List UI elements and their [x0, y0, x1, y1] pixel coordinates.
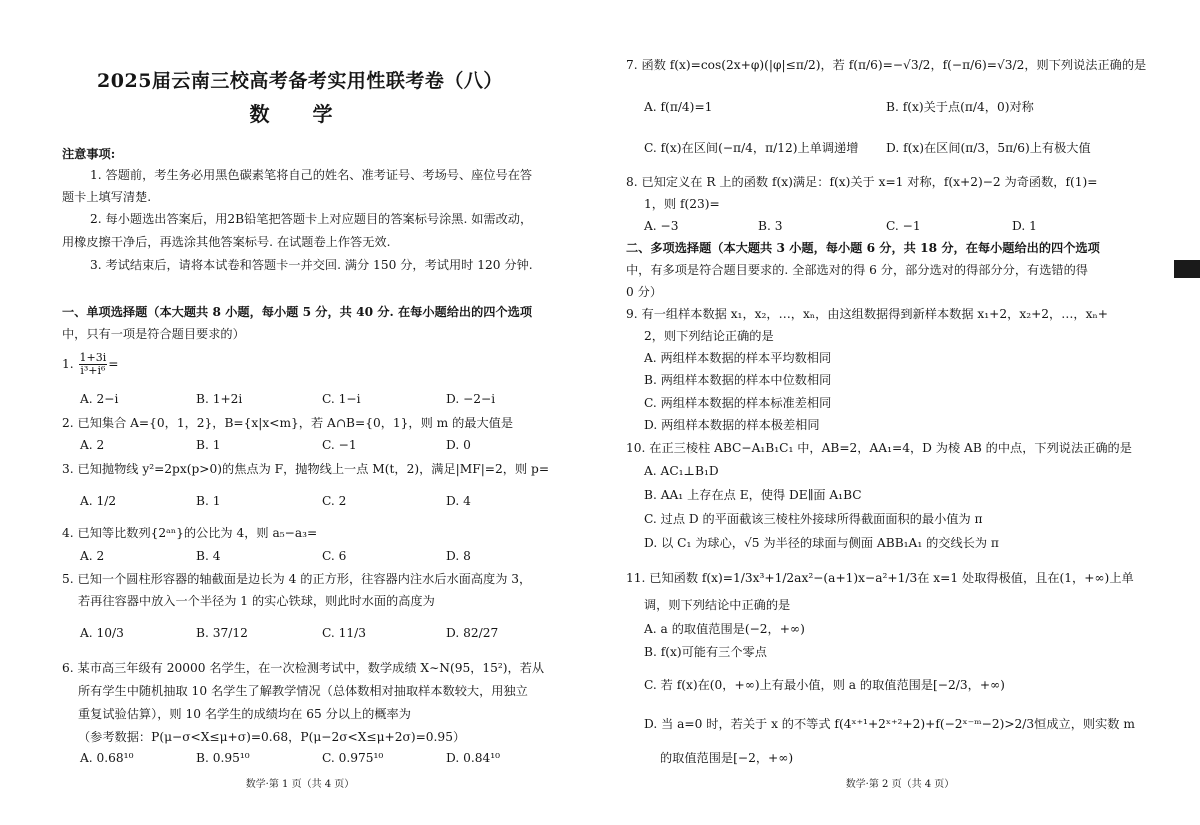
question-8-cont: 1，则 f(23)= — [644, 197, 720, 211]
question-6-reference: （参考数据：P(μ−σ<X≤μ+σ)=0.68，P(μ−2σ<X≤μ+2σ)=0.95） — [78, 730, 466, 744]
option-b: B. 两组样本数据的样本中位数相同 — [644, 373, 832, 387]
question-11-cont: 调，则下列结论中正确的是 — [644, 598, 791, 612]
numerator: 1+3i — [79, 351, 107, 364]
option-c: C. −1 — [322, 438, 357, 452]
question-1 — [62, 352, 118, 377]
question-9-cont: 2，则下列结论正确的是 — [644, 329, 774, 343]
section-heading-cont: 中，只有一项是符合题目要求的） — [62, 327, 245, 341]
option-d: D. 4 — [446, 494, 471, 508]
question-11: 11. 已知函数 f(x)=1/3x³+1/2ax²−(a+1)x−a²+1/3在 x=1 处取得极值，且在(1，+∞)上单 — [626, 571, 1134, 585]
page-edge-tab — [1174, 260, 1200, 278]
option-a: A. AC₁⊥B₁D — [644, 464, 719, 478]
option-a: A. 0.68¹⁰ — [80, 751, 134, 765]
option-a: A. −3 — [644, 219, 679, 233]
section-heading: 二、多项选择题（本大题共 3 小题，每小题 6 分，共 18 分，在每小题给出的四个选项 — [626, 241, 1100, 255]
question-6-cont: 重复试验估算），则 10 名学生的成绩均在 65 分以上的概率为 — [78, 707, 411, 721]
option-d: D. 以 C₁ 为球心，√5 为半径的球面与侧面 ABB₁A₁ 的交线长为 π — [644, 536, 999, 550]
option-d: D. 1 — [1012, 219, 1037, 233]
section-heading-cont: 中，有多项是符合题目要求的. 全部选对的得 6 分，部分选对的得部分分，有选错的得 — [626, 263, 1088, 277]
option-b: B. 1+2i — [196, 392, 243, 406]
notice-heading: 注意事项: — [62, 147, 116, 161]
option-c: C. 0.975¹⁰ — [322, 751, 384, 765]
option-d: D. 0.84¹⁰ — [446, 751, 500, 765]
option-b: B. 37/12 — [196, 626, 248, 640]
option-b: B. f(x)关于点(π/4，0)对称 — [886, 100, 1034, 114]
question-8: 8. 已知定义在 R 上的函数 f(x)满足：f(x)关于 x=1 对称，f(x+2)−2 为奇函数，f(1)= — [626, 175, 1098, 189]
option-c: C. −1 — [886, 219, 921, 233]
option-b: B. 0.95¹⁰ — [196, 751, 250, 765]
option-d: D. 82/27 — [446, 626, 499, 640]
fraction — [79, 352, 108, 377]
subject-title: 数 学 — [249, 102, 351, 126]
option-c: C. 1−i — [322, 392, 361, 406]
section-heading-cont: 0 分） — [626, 285, 663, 299]
option-d: D. 两组样本数据的样本极差相同 — [644, 418, 820, 432]
notice-line: 1. 答题前，考生务必用黑色碳素笔将自己的姓名、准考证号、考场号、座位号在答 — [90, 168, 533, 182]
question-5-cont: 若再往容器中放入一个半径为 1 的实心铁球，则此时水面的高度为 — [78, 594, 435, 608]
option-c: C. 11/3 — [322, 626, 367, 640]
question-9: 9. 有一组样本数据 x₁，x₂，…，xₙ，由这组数据得到新样本数据 x₁+2，x₂+2，…，xₙ+ — [626, 307, 1108, 321]
option-d: D. −2−i — [446, 392, 496, 406]
option-b: B. 1 — [196, 438, 221, 452]
question-2: 2. 已知集合 A={0，1，2}，B={x|x<m}，若 A∩B={0，1}，则 m 的最大值是 — [62, 416, 514, 430]
question-6-cont: 所有学生中随机抽取 10 名学生了解教学情况（总体数相对抽取样本数较大，用独立 — [78, 684, 528, 698]
page-footer: 数学·第 1 页（共 4 页） — [245, 779, 355, 790]
notice-line: 题卡上填写清楚. — [62, 190, 152, 204]
option-b: B. 4 — [196, 549, 221, 563]
notice-line: 3. 考试结束后，请将本试卷和答题卡一并交回. 满分 150 分，考试用时 120 分钟. — [90, 258, 533, 272]
option-c: C. 两组样本数据的样本标准差相同 — [644, 396, 832, 410]
option-d-cont: 的取值范围是[−2，+∞) — [660, 751, 794, 765]
right-page — [600, 0, 1200, 825]
option-a: A. 10/3 — [80, 626, 124, 640]
option-b: B. AA₁ 上存在点 E，使得 DE∥面 A₁BC — [644, 488, 862, 502]
section-heading: 一、单项选择题（本大题共 8 小题，每小题 5 分，共 40 分. 在每小题给出的四个选项 — [62, 305, 533, 319]
exam-title: 2025届云南三校高考备考实用性联考卷（八） — [97, 70, 503, 92]
option-d: D. 0 — [446, 438, 471, 452]
option-a: A. 2 — [80, 549, 105, 563]
denominator: i³+i⁶ — [80, 364, 106, 377]
question-number: 1. — [62, 357, 74, 371]
notice-line: 2. 每小题选出答案后，用2B铅笔把答题卡上对应题目的答案标号涂黑. 如需改动， — [90, 212, 533, 226]
option-c: C. f(x)在区间(−π/4，π/12)上单调递增 — [644, 141, 859, 155]
notice-line: 用橡皮擦干净后，再选涂其他答案标号. 在试题卷上作答无效. — [62, 235, 391, 249]
question-5: 5. 已知一个圆柱形容器的轴截面是边长为 4 的正方形，往容器内注水后水面高度为 3， — [62, 572, 532, 586]
question-3: 3. 已知抛物线 y²=2px(p>0)的焦点为 F，抛物线上一点 M(t，2)，满足|MF|=2，则 p= — [62, 462, 550, 476]
option-b: B. 3 — [758, 219, 783, 233]
option-b: B. 1 — [196, 494, 221, 508]
option-c: C. 6 — [322, 549, 347, 563]
question-6: 6. 某市高三年级有 20000 名学生，在一次检测考试中，数学成绩 X∼N(95，15²)，若从 — [62, 661, 545, 675]
option-c: C. 2 — [322, 494, 347, 508]
question-4: 4. 已知等比数列{2ᵃⁿ}的公比为 4，则 a₅−a₃= — [62, 526, 318, 540]
option-a: A. f(π/4)=1 — [644, 100, 713, 114]
question-10: 10. 在正三棱柱 ABC−A₁B₁C₁ 中，AB=2，AA₁=4，D 为棱 AB 的中点，下列说法正确的是 — [626, 441, 1132, 455]
option-b: B. f(x)可能有三个零点 — [644, 645, 767, 659]
option-a: A. 两组样本数据的样本平均数相同 — [644, 351, 832, 365]
option-a: A. 2 — [80, 438, 105, 452]
option-a: A. 1/2 — [80, 494, 117, 508]
option-d: D. f(x)在区间(π/3，5π/6)上有极大值 — [886, 141, 1091, 155]
equals-sign: = — [108, 357, 119, 371]
option-c: C. 过点 D 的平面截该三棱柱外接球所得截面面积的最小值为 π — [644, 512, 983, 526]
option-d: D. 当 a=0 时，若关于 x 的不等式 f(4ˣ⁺¹+2ˣ⁺²+2)+f(−2ˣ⁻ᵐ−2)>2/3恒成立，则实数 m — [644, 717, 1135, 731]
option-a: A. a 的取值范围是(−2，+∞) — [644, 622, 805, 636]
option-a: A. 2−i — [80, 392, 119, 406]
option-c: C. 若 f(x)在(0，+∞)上有最小值，则 a 的取值范围是[−2/3，+∞) — [644, 678, 1005, 692]
question-7: 7. 函数 f(x)=cos(2x+φ)(|φ|≤π/2)，若 f(π/6)=−√3/2，f(−π/6)=√3/2，则下列说法正确的是 — [626, 58, 1147, 72]
page-footer: 数学·第 2 页（共 4 页） — [845, 779, 955, 790]
option-d: D. 8 — [446, 549, 471, 563]
